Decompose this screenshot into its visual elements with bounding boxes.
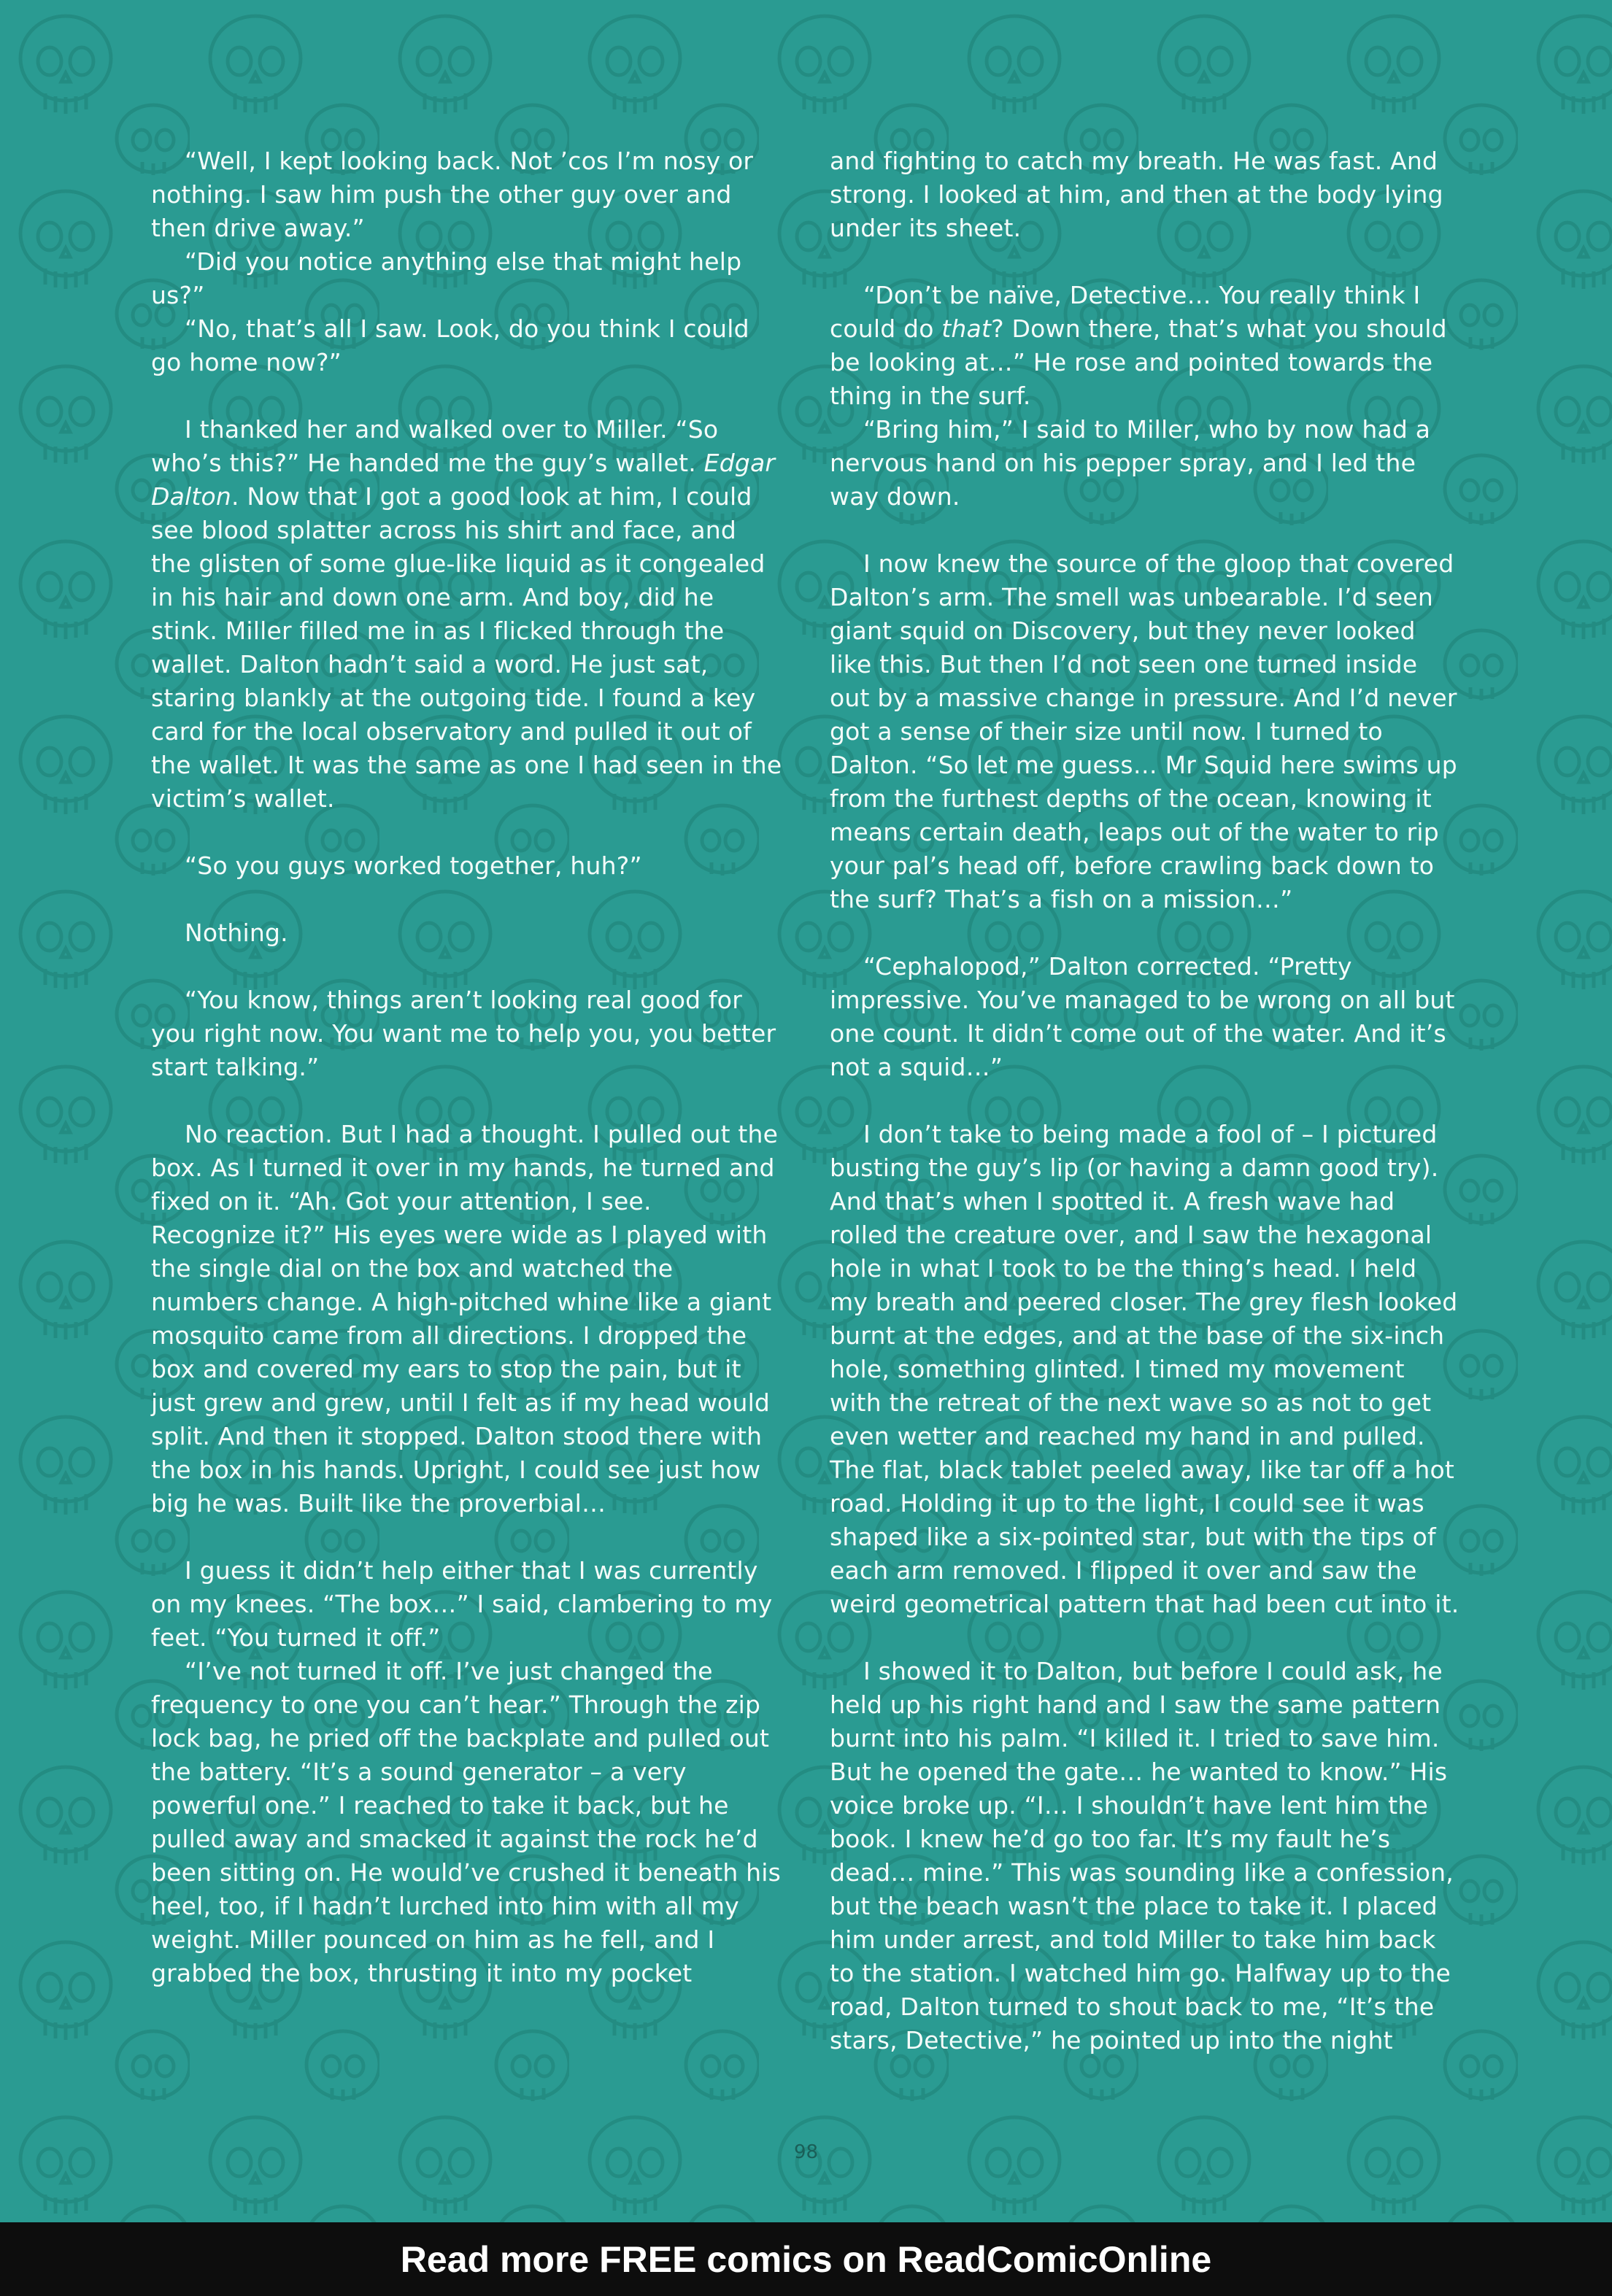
left-text-column	[151, 144, 783, 1990]
text: ? Down there, that’s what you should be looking at…” He rose and pointed towards the thing in the surf.	[830, 314, 1447, 410]
paragraph: “No, that’s all I saw. Look, do you think I could go home now?”	[151, 314, 749, 376]
paragraph: I guess it didn’t help either that I was currently on my knees. “The box…” I said, clambering to my feet. “You turned it off.”	[151, 1556, 773, 1652]
paragraph: I don’t take to being made a fool of – I pictured busting the guy’s lip (or having a damn good try). And that’s when I spotted it. A fresh wave had rolled the creature over, and I saw the hexagonal hole in what I took to be the thing’s head. I held my breath and peered closer. The grey flesh looked burnt at the edges, and at the base of the six-inch hole, something glinted. I timed my movement with the retreat of the next wave so as not to get even wetter and reached my hand in and pulled. The flat, black tablet peeled away, like tar off a hot road. Holding it up to the light, I could see it was shaped like a six-pointed star, but with the tips of each arm removed. I flipped it over and saw the weird geometrical pattern that had been cut into it.	[830, 1120, 1459, 1618]
name-emphasis: Edgar Dalton	[151, 449, 776, 511]
page-number: 98	[793, 2141, 819, 2163]
paragraph	[830, 279, 1462, 413]
paragraph: No reaction. But I had a thought. I pulled out the box. As I turned it over in my hands, he turned and fixed on it. “Ah. Got your attention, I see. Recognize it?” His eyes were wide as I played with the single dial on the box and watched the numbers change. A high-pitched whine like a giant mosquito came from all directions. I dropped the box and covered my ears to stop the pain, but it just grew and grew, until I felt as if my head would split. And then it stopped. Dalton stood there with the box in his hands. Upright, I could see just how big he was. Built like the proverbial…	[151, 1120, 779, 1518]
paragraph: “You know, things aren’t looking real good for you right now. You want me to help you, you better start talking.”	[151, 986, 776, 1081]
paragraph: and fighting to catch my breath. He was fast. And strong. I looked at him, and then at the body lying under its sheet.	[830, 147, 1443, 242]
right-text-column	[830, 144, 1462, 2057]
word-emphasis: that	[941, 314, 992, 343]
paragraph: “Bring him,” I said to Miller, who by now had a nervous hand on his pepper spray, and I led the way down.	[830, 415, 1431, 511]
text: . Now that I got a good look at him, I could see blood splatter across his shirt and face, and the glisten of some glue-like liquid as it congealed in his hair and down one arm. And boy, did he stink. Miller filled me in as I flicked through the wallet. Dalton hadn’t said a word. He just sat, staring blankly at the outgoing tide. I found a key card for the local observatory and pulled it out of the wallet. It was the same as one I had seen in the victim’s wallet.	[151, 482, 782, 813]
paragraph: “Did you notice anything else that might help us?”	[151, 247, 742, 309]
paragraph: I now knew the source of the gloop that covered Dalton’s arm. The smell was unbearable. I’d seen giant squid on Discovery, but they never looked like this. But then I’d not seen one turned inside out by a massive change in pressure. And I’d never got a sense of their size until now. I turned to Dalton. “So let me guess… Mr Squid here swims up from the furthest depths of the ocean, knowing it means certain death, leaps out of the water to rip your pal’s head off, before crawling back down to the surf? That’s a fish on a mission…”	[830, 549, 1457, 913]
paragraph	[151, 413, 783, 816]
footer-banner	[0, 2222, 1612, 2296]
paragraph: “Cephalopod,” Dalton corrected. “Pretty impressive. You’ve managed to be wrong on all but one count. It didn’t come out of the water. And it’s not a squid…”	[830, 952, 1455, 1081]
paragraph: I showed it to Dalton, but before I could ask, he held up his right hand and I saw the same pattern burnt into his palm. “I killed it. I tried to save him. But he opened the gate… he wanted to know.” His voice broke up. “I… I shouldn’t have lent him the book. I knew he’d go too far. It’s my fault he’s dead… mine.” This was sounding like a confession, but the beach wasn’t the place to take it. I placed him under arrest, and told Miller to take him back to the station. I watched him go. Halfway up to the road, Dalton turned to shout back to me, “It’s the stars, Detective,” he pointed up into the night	[830, 1657, 1454, 2055]
text: “Don’t be naïve, Detective… You really think I could do	[830, 281, 1421, 343]
text: I thanked her and walked over to Miller. “So who’s this?” He handed me the guy’s wallet.	[151, 415, 719, 477]
paragraph: “I’ve not turned it off. I’ve just changed the frequency to one you can’t hear.” Through the zip lock bag, he pried off the backplate and pulled out the battery. “It’s a sound generator – a very powerful one.” I reached to take it back, but he pulled away and smacked it against the rock he’d been sitting on. He would’ve crushed it beneath his heel, too, if I hadn’t lurched into him with all my weight. Miller pounced on him as he fell, and I grabbed the box, thrusting it into my pocket	[151, 1657, 782, 1987]
paragraph: “Well, I kept looking back. Not ’cos I’m nosy or nothing. I saw him push the other guy over and then drive away.”	[151, 147, 754, 242]
paragraph: “So you guys worked together, huh?”	[185, 851, 642, 880]
paragraph: Nothing.	[185, 919, 288, 947]
read-more-link[interactable]: Read more FREE comics on ReadComicOnline	[400, 2238, 1212, 2280]
